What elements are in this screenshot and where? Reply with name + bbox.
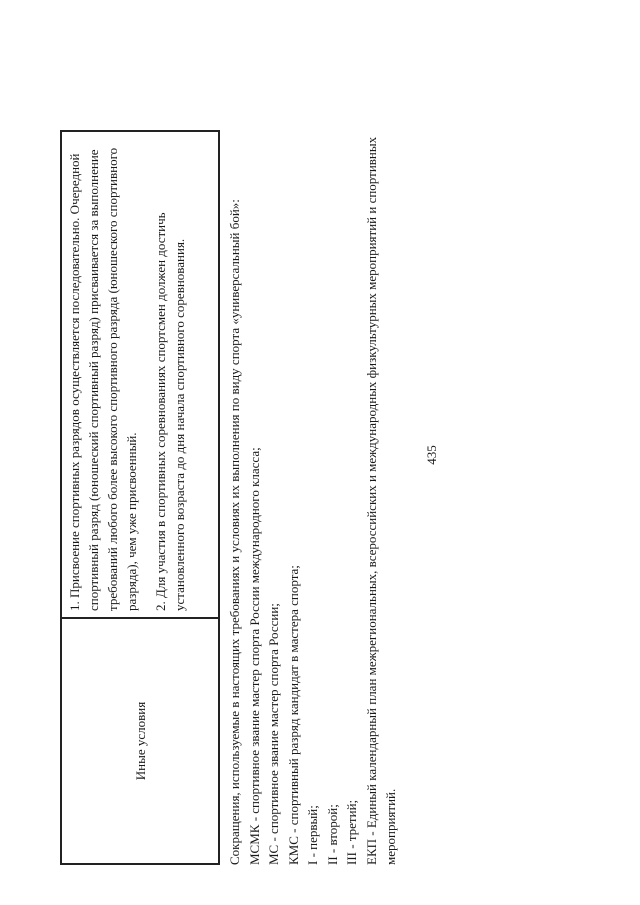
table-row xyxy=(61,131,219,864)
abbreviation-item: ЕКП - Единый календарный план межрегиональных, всероссийских и международных физкультурных мероприятий и спортивных мероприятий. xyxy=(363,136,398,865)
abbreviation-item: КМС - спортивный разряд кандидат в мастера спорта; xyxy=(285,565,301,865)
condition-paragraph-2: 2. Для участия в спортивных соревнованиях спортсмен должен достичь установленного возраста до дня начала спортивного соревнования. xyxy=(153,212,187,611)
abbreviation-item: МС - спортивное звание мастер спорта России; xyxy=(266,603,281,865)
condition-paragraph-1: 1. Присвоение спортивных разрядов осуществляется последовательно. Очередной спортивный разряд (юношеский спортивный разряд) присваивается за выполнение требований любого более высокого спортивного разряда (юношеского спортивного разряда), чем уже присвоенный. xyxy=(67,147,139,611)
content-cell xyxy=(61,131,219,618)
abbreviation-item: I - первый; xyxy=(305,805,320,865)
label-cell: Иные условия xyxy=(61,618,219,864)
notes-intro: Сокращения, используемые в настоящих требованиях и условиях их выполнения по виду спорта «универсальный бой»: xyxy=(227,199,242,865)
page-number: 435 xyxy=(424,445,439,465)
abbreviations-notes xyxy=(225,130,401,865)
conditions-table xyxy=(60,130,220,865)
abbreviation-item: МСМК - спортивное звание мастер спорта России международного класса; xyxy=(246,447,262,865)
abbreviation-item: II - второй; xyxy=(324,804,340,865)
rotated-content xyxy=(60,130,420,865)
abbreviation-item: III - третий; xyxy=(344,799,359,865)
